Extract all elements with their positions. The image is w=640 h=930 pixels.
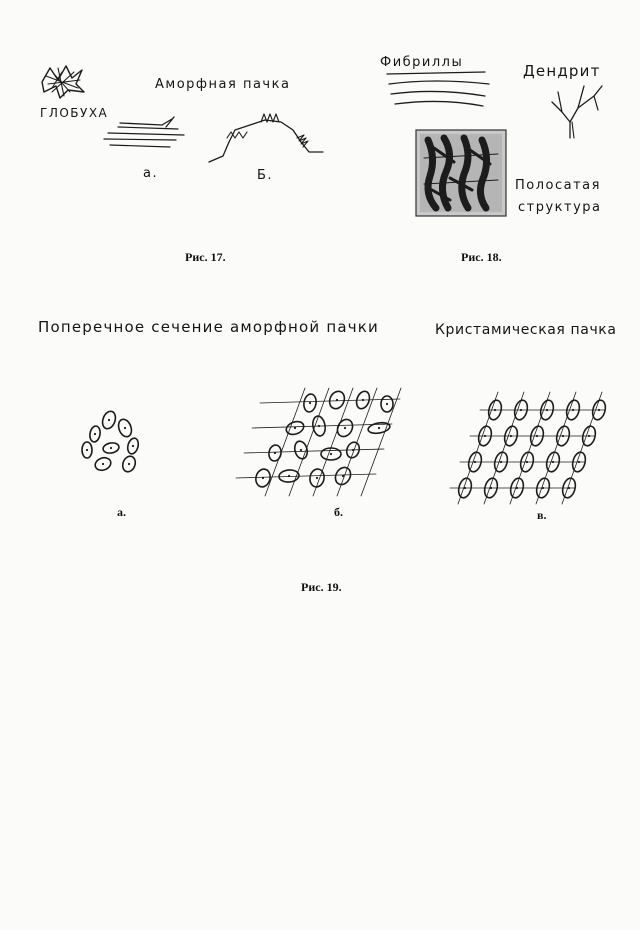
globule-drawing <box>38 62 88 102</box>
amorphous-sub-a: а. <box>143 166 159 181</box>
fibrils-drawing <box>385 70 495 115</box>
chain-center-dot <box>300 449 302 451</box>
chain-center-dot <box>552 461 554 463</box>
chain-center-dot <box>378 427 380 429</box>
chain-center-dot <box>132 445 134 447</box>
chain-center-dot <box>464 487 466 489</box>
chain-center-dot <box>110 447 112 449</box>
chain-center-dot <box>318 425 320 427</box>
chain-center-dot <box>309 402 311 404</box>
chain-center-dot <box>128 463 130 465</box>
dendrite-drawing <box>548 82 608 142</box>
crystalline-bundle-label: Кристамическая пачка <box>435 322 617 338</box>
chain-center-dot <box>562 435 564 437</box>
chain-center-dot <box>108 419 110 421</box>
cross-section-sub-a: а. <box>117 505 126 519</box>
globule-label: ГЛОБУХА <box>40 106 109 120</box>
amorphous-bundle-label: Аморфная пачка <box>155 77 291 92</box>
cross-section-b-drawing <box>245 388 405 498</box>
striped-structure-drawing <box>414 128 510 220</box>
chain-center-dot <box>86 449 88 451</box>
chain-center-dot <box>542 487 544 489</box>
chain-center-dot <box>102 463 104 465</box>
striped-structure-label-2: структура <box>518 200 602 215</box>
lattice-line <box>458 392 498 504</box>
amorphous-bundle-a-drawing <box>100 115 190 155</box>
striped-structure-label-1: Полосатая <box>515 178 601 193</box>
fibrils-label: Фибриллы <box>380 55 464 70</box>
chain-center-dot <box>598 409 600 411</box>
chain-center-dot <box>568 487 570 489</box>
chain-center-dot <box>262 477 264 479</box>
chain-center-dot <box>386 403 388 405</box>
cross-section-a-drawing <box>75 412 145 482</box>
chain-center-dot <box>520 409 522 411</box>
chain-center-dot <box>526 461 528 463</box>
chain-center-dot <box>124 427 126 429</box>
amorphous-bundle-b-drawing <box>205 108 335 168</box>
fig18-caption: Рис. 18. <box>461 250 502 264</box>
amorphous-sub-b: Б. <box>257 168 274 183</box>
chain-center-dot <box>362 399 364 401</box>
cross-section-sub-b: б. <box>334 505 343 519</box>
chain-center-dot <box>330 453 332 455</box>
chain-center-dot <box>546 409 548 411</box>
lattice-line <box>562 392 602 504</box>
chain-center-dot <box>500 461 502 463</box>
lattice-line <box>510 392 550 504</box>
lattice-line <box>244 449 384 453</box>
cross-section-sub-c: в. <box>537 508 547 522</box>
chain-center-dot <box>94 433 96 435</box>
fig17-caption: Рис. 17. <box>185 250 226 264</box>
chain-center-dot <box>342 475 344 477</box>
chain-center-dot <box>484 435 486 437</box>
lattice-line <box>484 392 524 504</box>
chain-center-dot <box>510 435 512 437</box>
dendrite-label: Дендрит <box>523 62 601 80</box>
cross-section-label: Поперечное сечение аморфной пачки <box>38 318 380 336</box>
chain-center-dot <box>288 475 290 477</box>
chain-center-dot <box>536 435 538 437</box>
chain-center-dot <box>294 427 296 429</box>
chain-center-dot <box>490 487 492 489</box>
chain-center-dot <box>336 399 338 401</box>
lattice-line <box>536 392 576 504</box>
chain-center-dot <box>588 435 590 437</box>
chain-center-dot <box>572 409 574 411</box>
chain-center-dot <box>352 449 354 451</box>
chain-center-dot <box>516 487 518 489</box>
chain-center-dot <box>474 461 476 463</box>
fig19-caption: Рис. 19. <box>301 580 342 594</box>
chain-center-dot <box>344 427 346 429</box>
lattice-line <box>313 388 353 496</box>
chain-center-dot <box>494 409 496 411</box>
cross-section-c-drawing <box>440 392 610 507</box>
chain-center-dot <box>578 461 580 463</box>
chain-center-dot <box>316 477 318 479</box>
chain-center-dot <box>274 452 276 454</box>
